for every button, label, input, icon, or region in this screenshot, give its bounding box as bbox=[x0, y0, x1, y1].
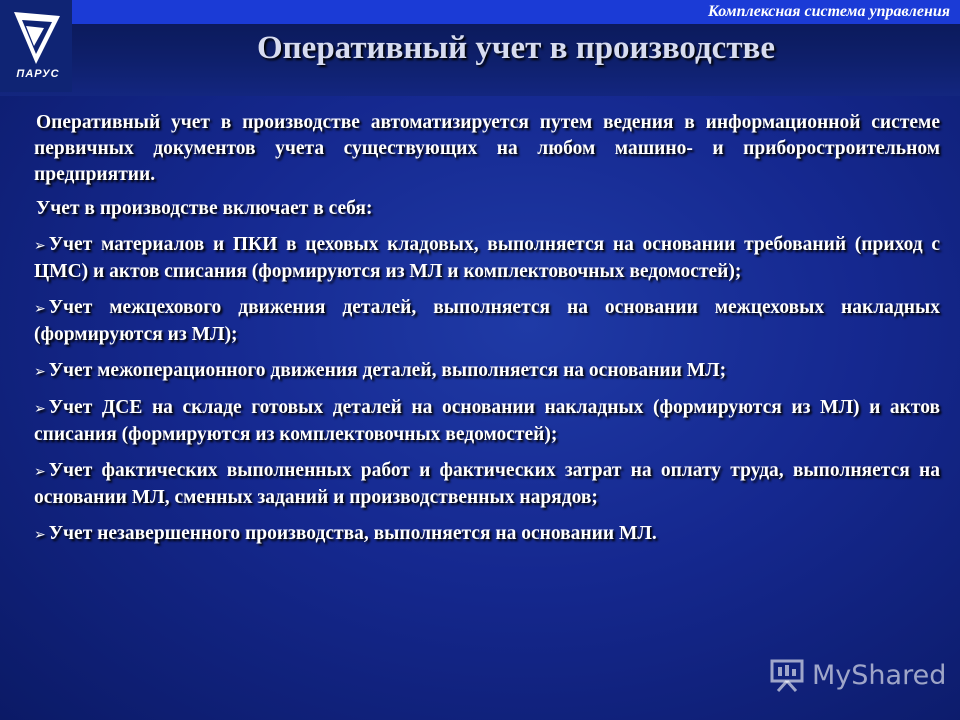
logo bbox=[0, 0, 72, 92]
sail-logo-icon bbox=[6, 6, 66, 68]
intro-paragraph: Оперативный учет в производстве автоматизируется путем ведения в информационной системе первичных документов учета существующих на любом машино- и приборостроительном предприятии. bbox=[34, 112, 940, 185]
arrow-bullet-icon: ➢ bbox=[34, 301, 46, 317]
arrow-bullet-icon: ➢ bbox=[34, 527, 46, 543]
slide-header bbox=[0, 0, 960, 96]
page-title: Оперативный учет в производстве bbox=[256, 30, 775, 66]
list-item bbox=[34, 395, 940, 448]
list-item bbox=[34, 232, 940, 285]
brand-name: ПАРУС bbox=[16, 68, 60, 80]
list-heading: Учет в производстве включает в себя: bbox=[36, 198, 373, 219]
system-label: Комплексная система управления bbox=[707, 3, 950, 20]
list-item-text: Учет межцехового движения деталей, выполняется на основании межцеховых накладных (формируются из МЛ); bbox=[34, 297, 940, 345]
list-item-text: Учет фактических выполненных работ и фактических затрат на оплату труда, выполняется на основании МЛ, сменных заданий и производственных нарядов; bbox=[34, 460, 940, 508]
arrow-bullet-icon: ➢ bbox=[34, 364, 46, 380]
list-item bbox=[34, 521, 940, 548]
list-item-text: Учет ДСЕ на складе готовых деталей на основании накладных (формируются из МЛ) и актов списания (формируются из комплектовочных ведомостей); bbox=[34, 397, 940, 445]
list-item bbox=[34, 358, 940, 385]
list-item bbox=[34, 458, 940, 511]
list-item-text: Учет межоперационного движения деталей, выполняется на основании МЛ; bbox=[48, 360, 727, 381]
system-label-bar bbox=[72, 0, 960, 24]
arrow-bullet-icon: ➢ bbox=[34, 464, 46, 480]
arrow-bullet-icon: ➢ bbox=[34, 401, 46, 417]
watermark-text: MyShared bbox=[812, 659, 947, 691]
watermark bbox=[768, 655, 946, 695]
list-item-text: Учет материалов и ПКИ в цеховых кладовых, выполняется на основании требований (приход с ЦМС) и актов списания (формируются из МЛ и комплектовочных ведомостей); bbox=[34, 234, 940, 282]
list-item bbox=[34, 295, 940, 348]
arrow-bullet-icon: ➢ bbox=[34, 238, 46, 254]
list-item-text: Учет незавершенного производства, выполняется на основании МЛ. bbox=[48, 523, 657, 544]
slide-body bbox=[34, 110, 940, 558]
presentation-board-icon bbox=[768, 657, 806, 693]
